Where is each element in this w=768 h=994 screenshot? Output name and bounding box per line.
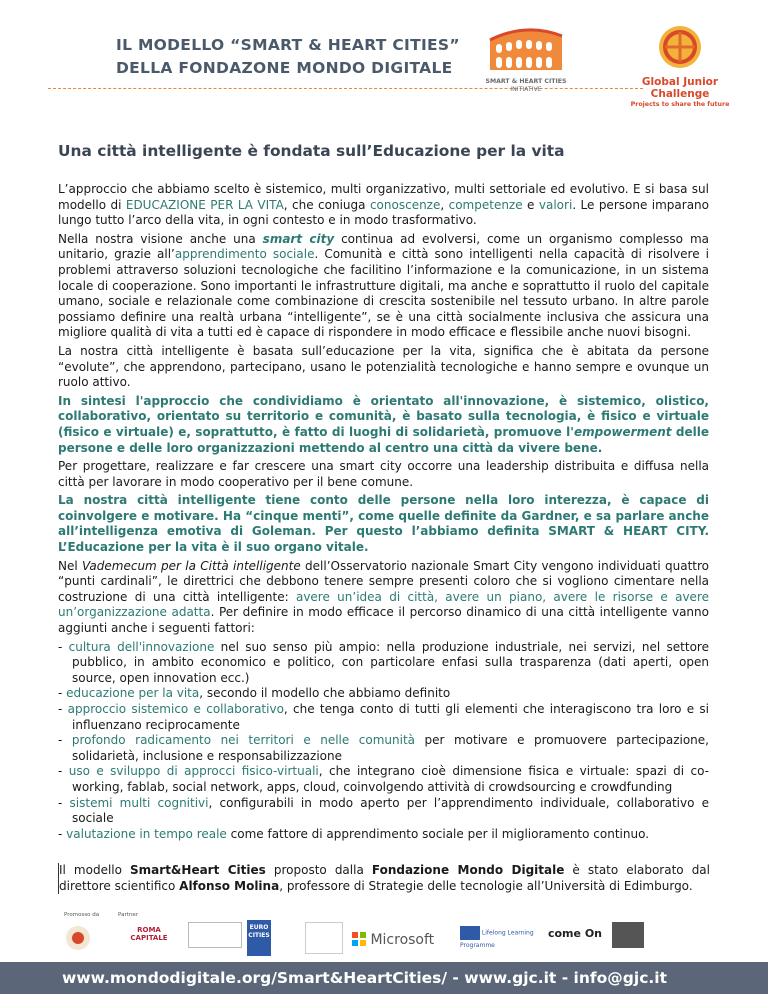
- p1-highlight-b: EDUCAZIONE PER LA VITA: [125, 197, 284, 212]
- p4-highlight-b: empowerment: [573, 424, 672, 439]
- page-footer: [0, 962, 768, 994]
- partners-strip: [0, 912, 768, 962]
- microsoft-icon: [352, 932, 366, 946]
- gjc-logo: [616, 22, 744, 106]
- closing-bold-f: Alfonso Molina: [179, 878, 280, 893]
- list-item-highlight: uso e sviluppo di approcci fisico-virtuali: [68, 764, 319, 779]
- list-item-text: , configurabili in modo aperto per l’apprendimento individuale, collaborativo e sociale: [72, 795, 710, 826]
- list-item-text: , che integrano cioè dimensione fisica e virtuale: spazi di co-working, fablab, social network, apps, cloud, coinvolgendo attività di crowdsourcing e crowdfunding: [72, 764, 709, 794]
- list-item-highlight: valutazione in tempo reale: [66, 826, 227, 841]
- list-item-highlight: educazione per la vita: [66, 686, 200, 701]
- partner-logo-box: [305, 922, 343, 954]
- fmd-logo: [60, 924, 96, 956]
- partner-logo-dark: [612, 922, 644, 948]
- list-item-highlight: sistemi multi cognitivi: [69, 795, 209, 810]
- list-item-text: come fattore di apprendimento sociale per il miglioramento continuo.: [226, 826, 650, 841]
- list-item: - sistemi multi cognitivi, configurabili in modo aperto per l’apprendimento individuale, collaborativo e sociale: [58, 795, 710, 826]
- list-item-text: , che tenga conto di tutti gli elementi che interagiscono tra loro e si influenzano reciprocamente: [72, 702, 709, 732]
- list-item: - valutazione in tempo reale come fattore di apprendimento sociale per il miglioramento continuo.: [58, 826, 650, 841]
- closing-text-g: , professore di Strategie delle tecnologie all’Università di Edimburgo.: [279, 878, 693, 893]
- p4-text-a: In sintesi l'approccio che condividiamo è orientato all'innovazione, è sistemico, olistico, collaborativo, orientato su territorio e comunità, è basato sulla tecnologia, è fisico e virtuale (fisico e virtuale) e, soprattutto, è fatto di luoghi di solidarietà, promuove l': [58, 393, 709, 439]
- p7-text-c: dell’Osservatorio nazionale Smart City vengono individuati quattro “punti cardinali”, le direttrici che debbono tenere sempre presenti coloro che si vogliono cimentare nella costruzione di una città intelligente:: [58, 558, 709, 604]
- eurocities-logo: EURO CITIES: [247, 920, 271, 956]
- closing-text-c: proposto dalla: [265, 863, 372, 877]
- p1-text-e: ,: [440, 197, 449, 212]
- p7-text-a: Nel: [58, 558, 82, 573]
- closing-bold-d: Fondazione Mondo Digitale: [371, 863, 565, 877]
- p4-text-c: delle persone e delle loro organizzazioni mettendo al centro una città da vivere bene.: [58, 424, 710, 455]
- eu-flag-icon: [460, 926, 480, 940]
- page-header: [0, 0, 768, 118]
- title-line-1: IL MODELLO “SMART & HEART CITIES”: [116, 36, 460, 54]
- partner-label: Partner: [118, 912, 138, 918]
- list-item: - profondo radicamento nei territori e nelle comunità per motivare e promuovere partecipazione, solidarietà, inclusione e responsabilizzazione: [58, 733, 709, 763]
- closing-bold-b: Smart&Heart Cities: [130, 863, 266, 877]
- colosseum-icon: [482, 22, 570, 74]
- logo-caption-1: SMART & HEART CITIES: [485, 78, 567, 85]
- p7-text-e: . Per definire in modo efficace il percorso dinamico di una città intelligente vanno aggiunti anche i seguenti fattori:: [58, 605, 709, 636]
- comeon-logo: come On: [547, 927, 602, 940]
- p1-text-c: , che coniuga: [283, 197, 370, 212]
- page-title: [116, 34, 460, 80]
- list-item: - educazione per la vita, secondo il modello che abbiamo definito: [58, 686, 451, 701]
- p7-highlight-d: avere un’idea di città, avere un piano, avere le risorse e avere un’organizzazione adatta: [58, 589, 709, 620]
- smart-heart-cities-logo: [482, 22, 570, 106]
- paragraph-4: [58, 394, 709, 456]
- microsoft-label: Microsoft: [370, 932, 435, 948]
- lifelong-learning-logo: [460, 926, 540, 951]
- logo-caption-2: INITIATIVE: [510, 86, 542, 93]
- globe-icon: [653, 22, 707, 72]
- p2-text-c: continua ad evolversi, come un organismo complesso ma unitario, grazie all’: [58, 231, 709, 262]
- p1-text-i: . Le persone imparano lungo tutto l’arco della vita, in ogni contesto e in modo trasformativo.: [58, 197, 709, 228]
- paragraph-2: [58, 232, 709, 341]
- gjc-title: Global Junior Challenge: [641, 76, 719, 100]
- list-item: - uso e sviluppo di approcci fisico-virtuali, che integrano cioè dimensione fisica e virtuale: spazi di co-working, fablab, social network, apps, cloud, coinvolgendo attività di crowdsourcing e crowdfunding: [58, 764, 709, 794]
- list-item-highlight: cultura dell'innovazione: [68, 639, 215, 654]
- list-item: - approccio sistemico e collaborativo, che tenga conto di tutti gli elementi che interagiscono tra loro e si influenzano reciprocamente: [58, 702, 709, 732]
- roma-capitale-logo: ROMA CAPITALE: [130, 926, 168, 942]
- footer-links: www.mondodigitale.org/Smart&HeartCities/ - www.gjc.it - info@gjc.it: [62, 969, 667, 987]
- factors-list: [58, 640, 709, 843]
- closing-text-a: Il modello: [59, 863, 131, 877]
- list-item-text: , secondo il modello che abbiamo definito: [199, 686, 451, 701]
- list-item-text: nel suo senso più ampio: nella produzione industriale, nei servizi, nel settore pubblico, in ambito economico e politico, con particolare enfasi sulla trasparenza (dati aperti, open source, open innovation ecc.): [72, 639, 709, 685]
- title-line-2: DELLA FONDAZONE MONDO DIGITALE: [116, 59, 453, 77]
- promoted-by-label: Promosso da: [64, 912, 100, 918]
- closing-note: [58, 863, 710, 894]
- closing-text-e: è stato elaborato dal direttore scientifico: [59, 863, 710, 893]
- p2-highlight-b: smart city: [262, 231, 335, 246]
- p2-text-e: . Comunità e città sono intelligenti nella capacità di risolvere i problemi attraverso soluzioni tecnologiche che facilitino l’informazione e la comunicazione, in un sistema locale di cooperazione. Sono importanti le infrastrutture digitali, ma anche e soprattutto il ruolo del capitale umano, sociale e relazionale come combinazione di crescita sostenibile nel tessuto urbano. In altre parole possiamo definire una realtà urbana “intelligente”, se è una città socialmente inclusiva che assicura una migliore qualità di vita a tutti ed è capace di rispondere in modo efficace e flessibile anche nuovi bisogni.: [58, 247, 709, 340]
- closing-paragraph: [59, 863, 710, 894]
- microsoft-logo: [352, 932, 442, 946]
- gjc-subtitle: Projects to share the future: [630, 101, 730, 108]
- p7-italic-b: Vademecum per la Città intelligente: [81, 558, 301, 573]
- paragraph-7: [58, 559, 709, 637]
- paragraph-6: La nostra città intelligente tiene conto delle persone nella loro interezza, è capace di coinvolgere e motivare. Ha “cinque menti”, come quelle definite da Gardner, e sa parlare anche all’intelligenza emotiva di Goleman. Per questo l’abbiamo definita SMART & HEART CITY. L’Educazione per la vita è il suo organo vitale.: [58, 493, 709, 555]
- paragraph-3: La nostra città intelligente è basata sull’educazione per la vita, significa che è abitata da persone “evolute”, che apprendono, partecipano, usano le potenzialità tecnologiche e hanno sempre e ovunque un ruolo attivo.: [58, 343, 709, 390]
- p1-highlight-d: conoscenze: [369, 197, 441, 212]
- p1-highlight-h: valori: [538, 197, 573, 212]
- p1-text-a: L’approccio che abbiamo scelto è sistemico, multi organizzativo, multi settoriale ed evolutivo. E si basa sul modello di: [58, 182, 709, 212]
- p1-highlight-f: competenze: [448, 197, 523, 212]
- lifelong-label: Lifelong Learning Programme: [460, 929, 534, 949]
- p2-text-a: Nella nostra visione anche una: [58, 231, 263, 246]
- main-content: [58, 141, 709, 845]
- roma-logo-box: [188, 922, 242, 948]
- paragraph-1: [58, 182, 709, 229]
- p1-text-g: e: [522, 197, 539, 212]
- p2-highlight-d: apprendimento sociale: [174, 247, 315, 262]
- list-item-highlight: profondo radicamento nei territori e nelle comunità: [71, 733, 416, 748]
- fmd-icon: [64, 924, 92, 952]
- list-item-highlight: approccio sistemico e collaborativo: [67, 702, 284, 716]
- list-item-text: per motivare e promuovere partecipazione, solidarietà, inclusione e responsabilizzazione: [72, 733, 709, 763]
- section-heading: Una città intelligente è fondata sull’Educazione per la vita: [58, 142, 565, 160]
- list-item: - cultura dell'innovazione nel suo senso più ampio: nella produzione industriale, nei servizi, nel settore pubblico, in ambito economico e politico, con particolare enfasi sulla trasparenza (dati aperti, open source, open innovation ecc.): [58, 639, 709, 685]
- paragraph-5: Per progettare, realizzare e far crescere una smart city occorre una leadership distribuita e diffusa nella città per lavorare in modo cooperativo per il bene comune.: [58, 459, 709, 489]
